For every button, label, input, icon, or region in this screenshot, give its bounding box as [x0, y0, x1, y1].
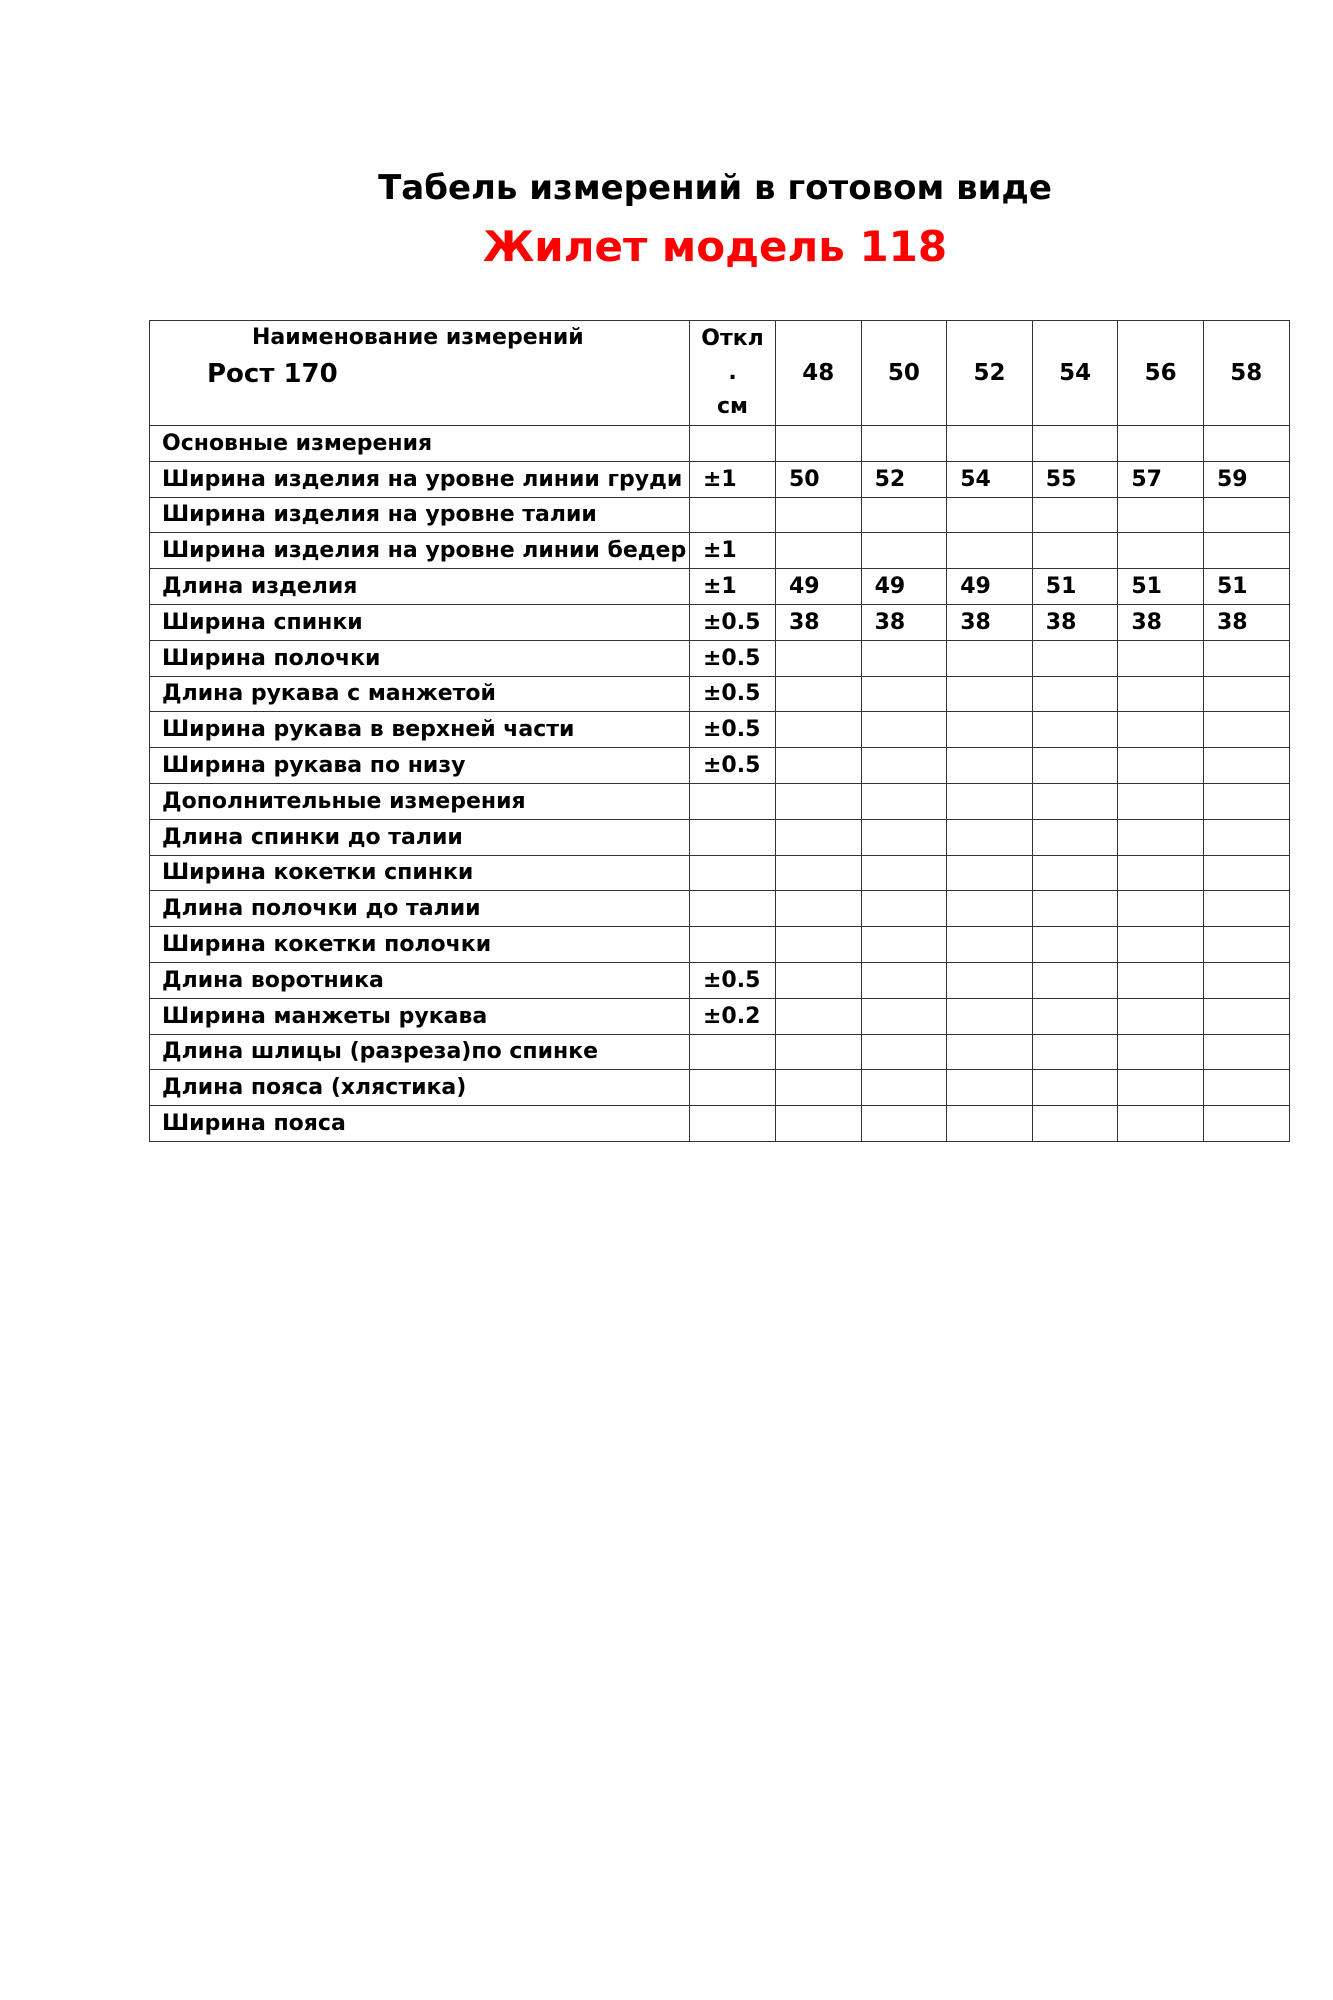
measurement-name: Длина изделия [150, 569, 690, 605]
header-name-cell [150, 321, 690, 426]
size-value [1118, 1034, 1204, 1070]
measurement-name: Длина спинки до талии [150, 819, 690, 855]
measurement-name: Длина рукава с манжетой [150, 676, 690, 712]
size-value [1032, 676, 1118, 712]
size-value [947, 998, 1033, 1034]
size-value [947, 640, 1033, 676]
measurement-name: Ширина кокетки полочки [150, 927, 690, 963]
size-value [1032, 640, 1118, 676]
size-value [776, 927, 862, 963]
size-value [776, 640, 862, 676]
size-value [1203, 819, 1289, 855]
table-row [150, 640, 1290, 676]
size-value [1118, 533, 1204, 569]
size-value [861, 891, 947, 927]
size-value [1118, 676, 1204, 712]
size-value: 38 [861, 604, 947, 640]
size-value [861, 1070, 947, 1106]
size-header: 48 [776, 321, 862, 426]
size-value: 54 [947, 461, 1033, 497]
size-value [861, 748, 947, 784]
size-value [776, 783, 862, 819]
tolerance-value [690, 783, 776, 819]
size-value: 38 [1118, 604, 1204, 640]
size-value [1032, 891, 1118, 927]
size-value [861, 426, 947, 462]
size-value [776, 1106, 862, 1142]
measurement-name: Ширина изделия на уровне линии бедер [150, 533, 690, 569]
size-value [861, 533, 947, 569]
size-value [1032, 712, 1118, 748]
size-value [776, 819, 862, 855]
size-value [947, 748, 1033, 784]
table-row [150, 426, 1290, 462]
tolerance-value [690, 819, 776, 855]
tolerance-header-line-1: Откл [701, 326, 764, 351]
size-value: 49 [947, 569, 1033, 605]
size-value [1118, 819, 1204, 855]
size-value [947, 1106, 1033, 1142]
size-value: 51 [1118, 569, 1204, 605]
tolerance-value [690, 1070, 776, 1106]
size-value [1118, 640, 1204, 676]
size-value [1118, 927, 1204, 963]
measurement-name: Ширина рукава в верхней части [150, 712, 690, 748]
tolerance-value [690, 1034, 776, 1070]
size-value [776, 962, 862, 998]
size-value [861, 1106, 947, 1142]
tolerance-value: ±0.5 [690, 962, 776, 998]
tolerance-value [690, 891, 776, 927]
size-value [1032, 748, 1118, 784]
size-value [776, 426, 862, 462]
size-value [947, 927, 1033, 963]
size-value [861, 927, 947, 963]
measurement-name: Дополнительные измерения [150, 783, 690, 819]
size-value [861, 1034, 947, 1070]
size-value [861, 819, 947, 855]
table-row [150, 461, 1290, 497]
size-value [1032, 1034, 1118, 1070]
tolerance-value [690, 497, 776, 533]
tolerance-value: ±0.5 [690, 748, 776, 784]
size-value [1203, 497, 1289, 533]
model-subtitle: Жилет модель 118 [482, 222, 948, 271]
measurement-name: Длина полочки до талии [150, 891, 690, 927]
size-value [1203, 855, 1289, 891]
size-value: 38 [1032, 604, 1118, 640]
size-value [947, 426, 1033, 462]
measurement-name: Ширина рукава по низу [150, 748, 690, 784]
size-value [1203, 783, 1289, 819]
measurement-name: Длина воротника [150, 962, 690, 998]
size-value [1118, 998, 1204, 1034]
size-value [1203, 1070, 1289, 1106]
size-value [776, 748, 862, 784]
tolerance-value: ±1 [690, 533, 776, 569]
size-value [1118, 962, 1204, 998]
size-value [1118, 783, 1204, 819]
table-row [150, 1106, 1290, 1142]
size-value [1118, 748, 1204, 784]
size-value [1203, 712, 1289, 748]
table-row [150, 891, 1290, 927]
size-value [947, 962, 1033, 998]
size-value [1203, 640, 1289, 676]
size-value [1118, 1106, 1204, 1142]
size-value [1203, 927, 1289, 963]
table-row [150, 676, 1290, 712]
size-value [776, 712, 862, 748]
size-value [776, 1070, 862, 1106]
size-value [1032, 819, 1118, 855]
tolerance-value: ±0.5 [690, 604, 776, 640]
size-value [947, 1034, 1033, 1070]
size-value [1203, 676, 1289, 712]
table-row [150, 962, 1290, 998]
table-row [150, 855, 1290, 891]
table-row [150, 819, 1290, 855]
size-value [947, 533, 1033, 569]
size-value [1032, 783, 1118, 819]
table-row [150, 604, 1290, 640]
tolerance-value [690, 1106, 776, 1142]
size-value [947, 783, 1033, 819]
size-value [1032, 855, 1118, 891]
size-value [947, 819, 1033, 855]
size-value [861, 712, 947, 748]
measurement-name: Ширина изделия на уровне линии груди [150, 461, 690, 497]
size-value [1118, 891, 1204, 927]
size-value: 38 [1203, 604, 1289, 640]
size-value [1203, 426, 1289, 462]
table-header-row [150, 321, 1290, 426]
size-value [1032, 998, 1118, 1034]
size-value: 49 [776, 569, 862, 605]
size-value: 52 [861, 461, 947, 497]
size-value [1118, 426, 1204, 462]
size-value [1032, 962, 1118, 998]
size-value [947, 497, 1033, 533]
size-value: 55 [1032, 461, 1118, 497]
size-value [1118, 1070, 1204, 1106]
size-value [1203, 1106, 1289, 1142]
size-value [947, 712, 1033, 748]
measurement-name: Ширина изделия на уровне талии [150, 497, 690, 533]
measurement-name: Ширина спинки [150, 604, 690, 640]
height-label: Рост 170 [207, 359, 338, 389]
tolerance-value: ±0.2 [690, 998, 776, 1034]
size-header: 52 [947, 321, 1033, 426]
table-row [150, 783, 1290, 819]
size-value: 49 [861, 569, 947, 605]
tolerance-header-line-3: см [716, 394, 749, 419]
size-value: 59 [1203, 461, 1289, 497]
measurement-name: Ширина полочки [150, 640, 690, 676]
table-row [150, 712, 1290, 748]
table-row [150, 998, 1290, 1034]
size-value [1032, 1106, 1118, 1142]
size-value [861, 497, 947, 533]
table-row [150, 1034, 1290, 1070]
size-value [776, 855, 862, 891]
size-value [861, 783, 947, 819]
size-value [861, 998, 947, 1034]
size-header: 58 [1203, 321, 1289, 426]
size-value: 38 [947, 604, 1033, 640]
size-value [861, 962, 947, 998]
size-value [776, 676, 862, 712]
size-value [776, 497, 862, 533]
size-value [947, 855, 1033, 891]
size-header: 54 [1032, 321, 1118, 426]
size-value [1203, 533, 1289, 569]
size-value [947, 1070, 1033, 1106]
size-value [861, 855, 947, 891]
size-value [1118, 497, 1204, 533]
size-value: 38 [776, 604, 862, 640]
tolerance-value: ±0.5 [690, 712, 776, 748]
size-value [776, 998, 862, 1034]
table-row [150, 1070, 1290, 1106]
tolerance-value: ±1 [690, 569, 776, 605]
size-value [1203, 962, 1289, 998]
measurement-name: Ширина манжеты рукава [150, 998, 690, 1034]
size-value [1032, 533, 1118, 569]
size-value [1118, 712, 1204, 748]
size-header: 50 [861, 321, 947, 426]
tolerance-value [690, 927, 776, 963]
table-row [150, 569, 1290, 605]
size-value [776, 533, 862, 569]
size-value [947, 891, 1033, 927]
measurement-name: Основные измерения [150, 426, 690, 462]
size-value: 57 [1118, 461, 1204, 497]
table-row [150, 748, 1290, 784]
size-value [1203, 998, 1289, 1034]
table-row [150, 497, 1290, 533]
measurement-name: Длина пояса (хлястика) [150, 1070, 690, 1106]
size-value [776, 891, 862, 927]
size-value [1032, 497, 1118, 533]
size-value [1032, 426, 1118, 462]
measurement-name: Длина шлицы (разреза)по спинке [150, 1034, 690, 1070]
measurement-name: Ширина пояса [150, 1106, 690, 1142]
size-value [1203, 748, 1289, 784]
size-value [861, 676, 947, 712]
table-row [150, 927, 1290, 963]
measurement-name-header: Наименование измерений [252, 325, 584, 350]
tolerance-value [690, 855, 776, 891]
size-value [1203, 891, 1289, 927]
tolerance-header [690, 321, 776, 426]
size-value: 51 [1032, 569, 1118, 605]
tolerance-header-line-2: . [728, 360, 737, 385]
measurements-table [149, 320, 1290, 1142]
size-value: 50 [776, 461, 862, 497]
size-header: 56 [1118, 321, 1204, 426]
size-value: 51 [1203, 569, 1289, 605]
tolerance-value: ±1 [690, 461, 776, 497]
size-value [776, 1034, 862, 1070]
size-value [1118, 855, 1204, 891]
size-value [947, 676, 1033, 712]
tolerance-value: ±0.5 [690, 676, 776, 712]
tolerance-value: ±0.5 [690, 640, 776, 676]
page-title: Табель измерений в готовом виде [378, 168, 1052, 208]
tolerance-value [690, 426, 776, 462]
table-row [150, 533, 1290, 569]
size-value [1032, 1070, 1118, 1106]
size-value [1032, 927, 1118, 963]
measurement-name: Ширина кокетки спинки [150, 855, 690, 891]
size-value [1203, 1034, 1289, 1070]
size-value [861, 640, 947, 676]
